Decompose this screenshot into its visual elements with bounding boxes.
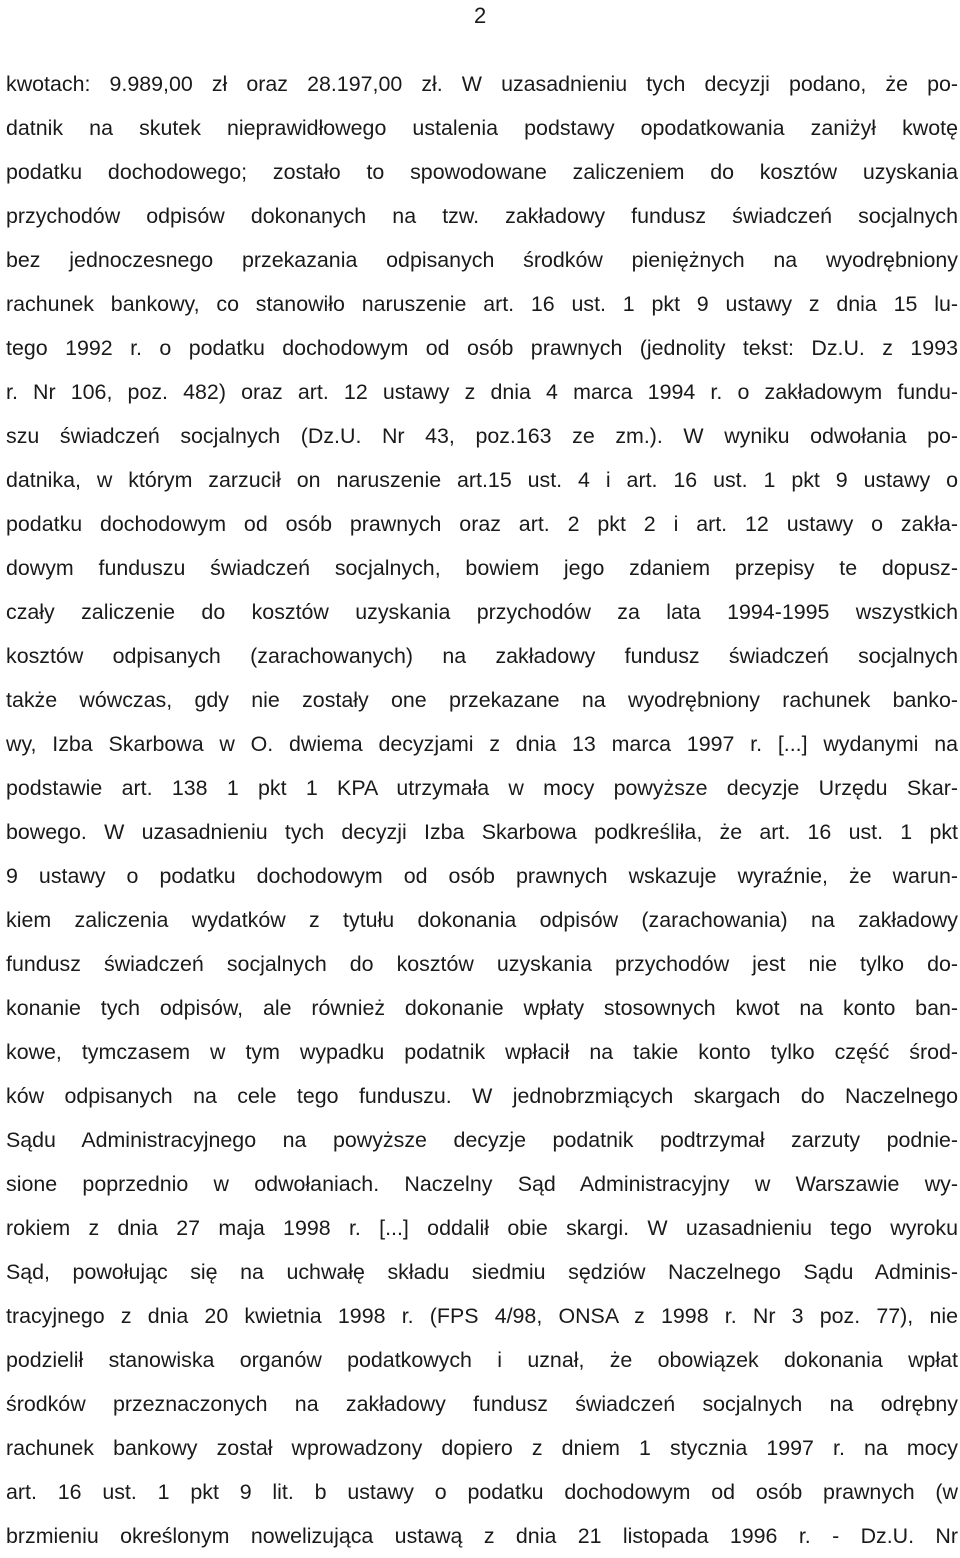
text-line: podatku dochodowym od osób prawnych oraz art. 2 pkt 2 i art. 12 ustawy o zakła-	[6, 512, 958, 536]
text-line: datnika, w którym zarzucił on naruszenie art.15 ust. 4 i art. 16 ust. 1 pkt 9 ustawy o	[6, 468, 958, 492]
text-line: datnik na skutek nieprawidłowego ustalenia podstawy opodatkowania zaniżył kwotę	[6, 116, 958, 140]
text-line: rachunek bankowy został wprowadzony dopiero z dniem 1 stycznia 1997 r. na mocy	[6, 1436, 958, 1460]
text-line: dowym funduszu świadczeń socjalnych, bowiem jego zdaniem przepisy te dopusz-	[6, 556, 958, 580]
text-line: rachunek bankowy, co stanowiło naruszenie art. 16 ust. 1 pkt 9 ustawy z dnia 15 lu-	[6, 292, 958, 316]
text-line: kosztów odpisanych (zarachowanych) na zakładowy fundusz świadczeń socjalnych	[6, 644, 958, 668]
text-line: r. Nr 106, poz. 482) oraz art. 12 ustawy z dnia 4 marca 1994 r. o zakładowym fundu-	[6, 380, 958, 404]
text-line: przychodów odpisów dokonanych na tzw. zakładowy fundusz świadczeń socjalnych	[6, 204, 958, 228]
text-line: czały zaliczenie do kosztów uzyskania przychodów za lata 1994-1995 wszystkich	[6, 600, 958, 624]
text-line: tego 1992 r. o podatku dochodowym od osób prawnych (jednolity tekst: Dz.U. z 1993	[6, 336, 958, 360]
text-line: szu świadczeń socjalnych (Dz.U. Nr 43, poz.163 ze zm.). W wyniku odwołania po-	[6, 424, 958, 448]
page-number: 2	[474, 3, 487, 28]
text-line: brzmieniu określonym nowelizująca ustawą z dnia 21 listopada 1996 r. - Dz.U. Nr	[6, 1524, 958, 1548]
text-line: podzielił stanowiska organów podatkowych i uznał, że obowiązek dokonania wpłat	[6, 1348, 958, 1372]
text-line: bez jednoczesnego przekazania odpisanych środków pieniężnych na wyodrębniony	[6, 248, 958, 272]
text-line: bowego. W uzasadnieniu tych decyzji Izba Skarbowa podkreśliła, że art. 16 ust. 1 pkt	[6, 820, 958, 844]
text-line: podstawie art. 138 1 pkt 1 KPA utrzymała w mocy powyższe decyzje Urzędu Skar-	[6, 776, 958, 800]
text-line: kowe, tymczasem w tym wypadku podatnik wpłacił na takie konto tylko część środ-	[6, 1040, 958, 1064]
text-line: art. 16 ust. 1 pkt 9 lit. b ustawy o podatku dochodowym od osób prawnych (w	[6, 1480, 958, 1504]
text-line: tracyjnego z dnia 20 kwietnia 1998 r. (FPS 4/98, ONSA z 1998 r. Nr 3 poz. 77), nie	[6, 1304, 958, 1328]
text-line: wy, Izba Skarbowa w O. dwiema decyzjami z dnia 13 marca 1997 r. [...] wydanymi na	[6, 732, 958, 756]
text-line: sione poprzednio w odwołaniach. Naczelny Sąd Administracyjny w Warszawie wy-	[6, 1172, 958, 1196]
text-line: kwotach: 9.989,00 zł oraz 28.197,00 zł. W uzasadnieniu tych decyzji podano, że po-	[6, 72, 958, 96]
text-line: Sąd, powołując się na uchwałę składu siedmiu sędziów Naczelnego Sądu Adminis-	[6, 1260, 958, 1284]
text-line: konanie tych odpisów, ale również dokonanie wpłaty stosownych kwot na konto ban-	[6, 996, 958, 1020]
text-line: podatku dochodowego; zostało to spowodowane zaliczeniem do kosztów uzyskania	[6, 160, 958, 184]
text-line: kiem zaliczenia wydatków z tytułu dokonania odpisów (zarachowania) na zakładowy	[6, 908, 958, 932]
text-line: 9 ustawy o podatku dochodowym od osób prawnych wskazuje wyraźnie, że warun-	[6, 864, 958, 888]
text-line: ków odpisanych na cele tego funduszu. W jednobrzmiących skargach do Naczelnego	[6, 1084, 958, 1108]
body-paragraph	[6, 62, 958, 1558]
text-line: Sądu Administracyjnego na powyższe decyzje podatnik podtrzymał zarzuty podnie-	[6, 1128, 958, 1152]
text-line: także wówczas, gdy nie zostały one przekazane na wyodrębniony rachunek banko-	[6, 688, 958, 712]
text-line: fundusz świadczeń socjalnych do kosztów uzyskania przychodów jest nie tylko do-	[6, 952, 958, 976]
text-line: środków przeznaczonych na zakładowy fundusz świadczeń socjalnych na odrębny	[6, 1392, 958, 1416]
text-line: rokiem z dnia 27 maja 1998 r. [...] oddalił obie skargi. W uzasadnieniu tego wyroku	[6, 1216, 958, 1240]
